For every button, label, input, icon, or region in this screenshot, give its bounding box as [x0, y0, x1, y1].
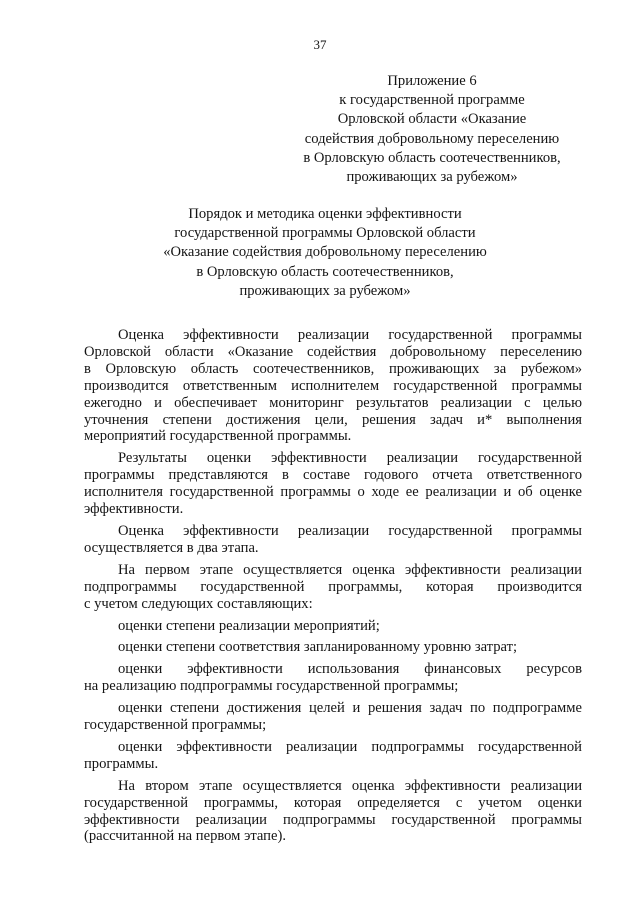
paragraph — [84, 618, 582, 635]
paragraph-line: государственной программы, которая определяется с учетом оценки — [84, 794, 582, 811]
paragraph-line: Оценка эффективности реализации государственной программы — [118, 327, 582, 343]
paragraph-line: уточнения степени достижения цели, решения задач и* выполнения — [84, 411, 582, 428]
paragraph-line: программы. — [84, 755, 159, 772]
page-number: 37 — [313, 37, 327, 52]
paragraph-line: На втором этапе осуществляется оценка эффективности реализации — [118, 777, 582, 794]
paragraph-line: оценки эффективности использования финансовых ресурсов — [118, 661, 582, 678]
appendix-line: в Орловскую область соотечественников, — [303, 149, 561, 166]
paragraph-line: оценки эффективности реализации подпрограммы государственной — [118, 738, 582, 755]
paragraph-line: На первом этапе осуществляется оценка эффективности реализации — [118, 561, 582, 578]
appendix-line: содействия добровольному переселению — [304, 130, 560, 147]
title-line: «Оказание содействия добровольному переселению — [163, 244, 487, 261]
paragraph-line: государственной программы; — [84, 717, 267, 734]
paragraph — [84, 778, 582, 846]
paragraph-line: осуществляется в два этапа. — [84, 539, 259, 556]
paragraph-line: подпрограммы государственной программы, которая производится — [84, 578, 582, 595]
appendix-line: проживающих за рубежом» — [346, 169, 518, 186]
paragraph — [84, 327, 582, 445]
paragraph — [84, 700, 582, 734]
title-line: в Орловскую область соотечественников, — [196, 263, 454, 280]
title-line: государственной программы Орловской области — [174, 225, 476, 242]
paragraph — [84, 450, 582, 518]
paragraph-line: в Орловскую область соотечественников, проживающих за рубежом» — [84, 360, 582, 377]
paragraph-line: с учетом следующих составляющих: — [84, 595, 313, 612]
paragraph-line: программы представляются в составе годового отчета ответственного — [84, 467, 582, 484]
appendix-line: к государственной программе — [339, 92, 525, 109]
paragraph-line: производится ответственным исполнителем государственной программы — [84, 377, 582, 394]
paragraph-line: (рассчитанной на первом этапе). — [84, 828, 286, 845]
paragraph-line: ежегодно и обеспечивает мониторинг результатов реализации с целью — [84, 394, 582, 411]
appendix-line: Приложение 6 — [387, 73, 477, 89]
paragraph-line: оценки степени реализации мероприятий; — [118, 617, 380, 634]
paragraph-line: мероприятий государственной программы. — [84, 428, 352, 445]
paragraph — [84, 523, 582, 557]
appendix-header — [300, 72, 564, 187]
paragraph-line: Результаты оценки эффективности реализации государственной — [118, 450, 582, 467]
paragraph-line: эффективности. — [84, 501, 184, 518]
paragraph — [84, 562, 582, 613]
paragraph — [84, 739, 582, 773]
body-text — [84, 327, 582, 850]
paragraph-line: исполнителя государственной программы о ходе ее реализации и об оценке — [84, 484, 582, 501]
paragraph — [84, 661, 582, 695]
appendix-line: Орловской области «Оказание — [337, 111, 527, 128]
document-title — [130, 205, 520, 301]
paragraph-line: эффективности реализации подпрограммы государственной программы — [84, 811, 582, 828]
title-line: проживающих за рубежом» — [239, 282, 411, 299]
paragraph — [84, 639, 582, 656]
paragraph-line: Орловской области «Оказание содействия добровольному переселению — [84, 343, 582, 360]
paragraph-line: на реализацию подпрограммы государственной программы; — [84, 678, 459, 695]
paragraph-line: оценки степени достижения целей и решения задач по подпрограмме — [118, 700, 582, 717]
paragraph-line: оценки степени соответствия запланированному уровню затрат; — [118, 639, 518, 656]
paragraph-line: Оценка эффективности реализации государственной программы — [118, 522, 582, 539]
title-line: Порядок и методика оценки эффективности — [188, 206, 462, 222]
